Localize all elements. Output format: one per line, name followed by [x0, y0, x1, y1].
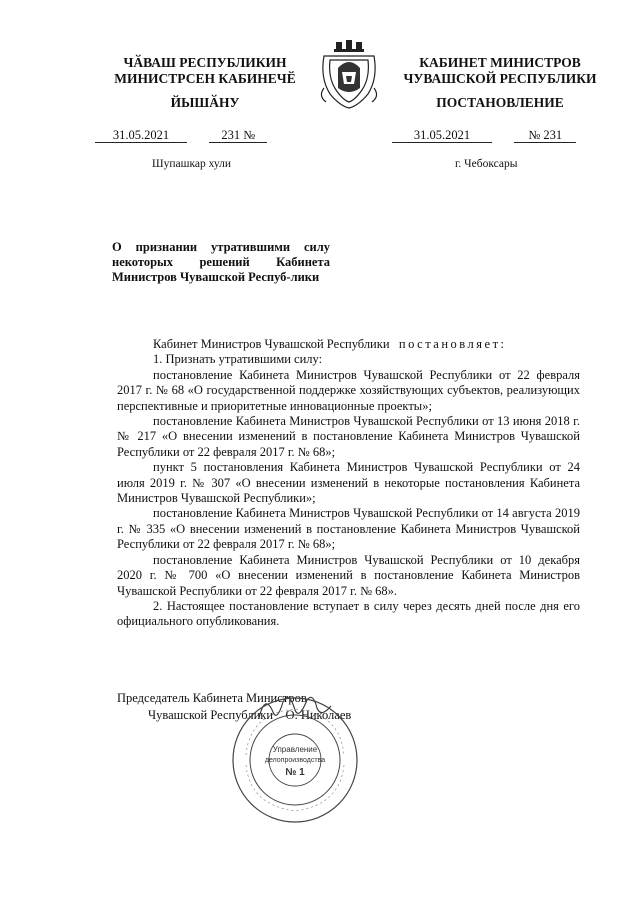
chuvash-emblem-icon	[316, 38, 382, 110]
header-right	[385, 55, 615, 87]
date-line-right	[392, 128, 576, 143]
document-body	[117, 337, 580, 630]
doctype-left: ЙЫШӐНУ	[170, 95, 240, 110]
date-line-left	[95, 128, 267, 143]
header-left	[95, 55, 315, 87]
header-left-line2: МИНИСТРСЕН КАБИНЕЧӖ	[114, 71, 296, 86]
number-right: № 231	[514, 129, 576, 143]
item-2: 2. Настоящее постановление вступает в силу через десять дней после дня его официального опубликования.	[117, 598, 580, 629]
official-stamp-icon	[230, 695, 360, 825]
header-left-line1: ЧӐВАШ РЕСПУБЛИКИН	[123, 55, 287, 70]
intro-paragraph	[117, 337, 580, 352]
stamp-line2: делопроизводства	[264, 757, 326, 764]
paragraph-3: пункт 5 постановления Кабинета Министров Чувашской Республики от 24 июля 2019 г. № 307 «О внесении изменений в некоторые постановления Кабинета Министров Чувашской Республики»;	[117, 460, 580, 506]
date-right: 31.05.2021	[392, 129, 492, 143]
city-right: г. Чебоксары	[455, 158, 518, 170]
paragraph-2: постановление Кабинета Министров Чувашской Республики от 13 июня 2018 г. № 217 «О внесении изменений в постановление Кабинета Министров Чувашской Республики от 22 февраля 2017 г. № 68»;	[117, 414, 580, 459]
item-1: 1. Признать утратившими силу:	[153, 352, 323, 367]
paragraph-5: постановление Кабинета Министров Чувашской Республики от 10 декабря 2020 г. № 700 «О внесении изменений в постановление Кабинета Министров Чувашской Республики от 22 февраля 2017 г. № 68».	[117, 552, 580, 598]
date-left: 31.05.2021	[95, 129, 187, 143]
number-left: 231 №	[209, 129, 267, 143]
intro-verb: постановляет:	[398, 337, 507, 351]
city-left: Шупашкар хули	[152, 158, 232, 170]
intro-prefix: Кабинет Министров Чувашской Республики	[153, 337, 390, 351]
signature-line1: Председатель Кабинета Министров	[117, 691, 307, 705]
stamp-line1: Управление	[272, 745, 318, 754]
header-right-line2: ЧУВАШСКОЙ РЕСПУБЛИКИ	[403, 71, 597, 86]
signature-line2: Чувашской Республики О. Николаев	[148, 708, 352, 722]
stamp-line3: № 1	[285, 767, 305, 778]
paragraph-4: постановление Кабинета Министров Чувашской Республики от 14 августа 2019 г. № 335 «О внесении изменений в постановление Кабинета Министров Чувашской Республики от 22 февраля 2017 г. № 68»;	[117, 506, 580, 552]
doctype-right: ПОСТАНОВЛЕНИЕ	[436, 95, 564, 110]
paragraph-1: постановление Кабинета Министров Чувашской Республики от 22 февраля 2017 г. № 68 «О государственной поддержке хозяйствующих субъектов, реализующих перспективные и приоритетные инновационные проекты»;	[117, 367, 580, 413]
document-title: О признании утратившими силу некоторых решений Кабинета Министров Чувашской Респуб-лики	[112, 240, 330, 284]
header-right-line1: КАБИНЕТ МИНИСТРОВ	[419, 55, 581, 70]
